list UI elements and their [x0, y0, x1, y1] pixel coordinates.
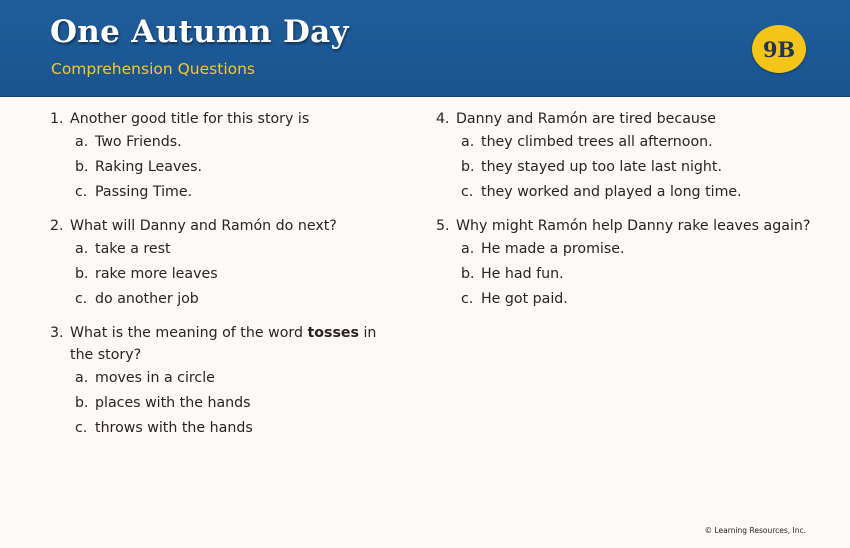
option-text: take a rest [95, 241, 171, 257]
question-text: Another good title for this story is [70, 111, 310, 127]
option-letter: a. [75, 370, 89, 386]
vocabulary-word: tosses [307, 325, 359, 341]
option-letter: c. [75, 291, 88, 307]
card-header [0, 0, 850, 97]
copyright-notice: © Learning Resources, Inc. [704, 526, 806, 535]
option-letter: b. [461, 159, 475, 175]
answer-option [75, 366, 390, 391]
option-text: He got paid. [481, 291, 568, 307]
option-text: throws with the hands [95, 420, 253, 436]
option-letter: b. [75, 159, 89, 175]
question-number: 3. [50, 325, 64, 341]
question-number: 4. [436, 111, 450, 127]
badge-label: 9B [762, 36, 796, 62]
card-subtitle: Comprehension Questions [51, 60, 256, 78]
answer-option [75, 130, 390, 155]
option-text: moves in a circle [95, 370, 215, 386]
option-text: they stayed up too late last night. [481, 159, 722, 175]
option-letter: a. [75, 241, 89, 257]
answer-option [461, 130, 816, 155]
option-text: they climbed trees all afternoon. [481, 134, 713, 150]
option-text: Two Friends. [95, 134, 182, 150]
question-number: 5. [436, 218, 450, 234]
answer-option [461, 262, 816, 287]
option-letter: b. [75, 266, 89, 282]
question-number: 1. [50, 111, 64, 127]
question-2 [50, 215, 390, 312]
option-text: they worked and played a long time. [481, 184, 742, 200]
option-text: He had fun. [481, 266, 564, 282]
option-text: rake more leaves [95, 266, 218, 282]
option-letter: a. [461, 134, 475, 150]
right-column [436, 108, 816, 322]
option-letter: a. [75, 134, 89, 150]
left-column [50, 108, 390, 451]
question-3 [50, 322, 390, 441]
answer-option [461, 287, 816, 312]
option-text: Raking Leaves. [95, 159, 203, 175]
answer-option [75, 391, 390, 416]
option-letter: c. [461, 184, 474, 200]
answer-option [461, 180, 816, 205]
card-number-badge [752, 25, 806, 73]
question-text [70, 322, 390, 366]
question-1 [50, 108, 390, 205]
answer-option [75, 155, 390, 180]
option-text: Passing Time. [95, 184, 193, 200]
option-text: do another job [95, 291, 199, 307]
answer-option [75, 416, 390, 441]
question-text: Why might Ramón help Danny rake leaves again? [456, 218, 811, 234]
option-letter: a. [461, 241, 475, 257]
question-5 [436, 215, 816, 312]
answer-option [461, 237, 816, 262]
answer-option [75, 262, 390, 287]
answer-option [75, 237, 390, 262]
option-letter: c. [461, 291, 474, 307]
question-text: Danny and Ramón are tired because [456, 111, 717, 127]
question-4 [436, 108, 816, 205]
option-text: places with the hands [95, 395, 251, 411]
option-letter: c. [75, 420, 88, 436]
option-letter: b. [461, 266, 475, 282]
question-number: 2. [50, 218, 64, 234]
answer-option [75, 180, 390, 205]
card-title: One Autumn Day [50, 14, 349, 50]
answer-option [461, 155, 816, 180]
question-text-after: in the story? [70, 325, 377, 363]
answer-option [75, 287, 390, 312]
question-text: What will Danny and Ramón do next? [70, 218, 337, 234]
question-text-before: What is the meaning of the word [70, 325, 308, 341]
option-letter: b. [75, 395, 89, 411]
option-text: He made a promise. [481, 241, 625, 257]
option-letter: c. [75, 184, 88, 200]
